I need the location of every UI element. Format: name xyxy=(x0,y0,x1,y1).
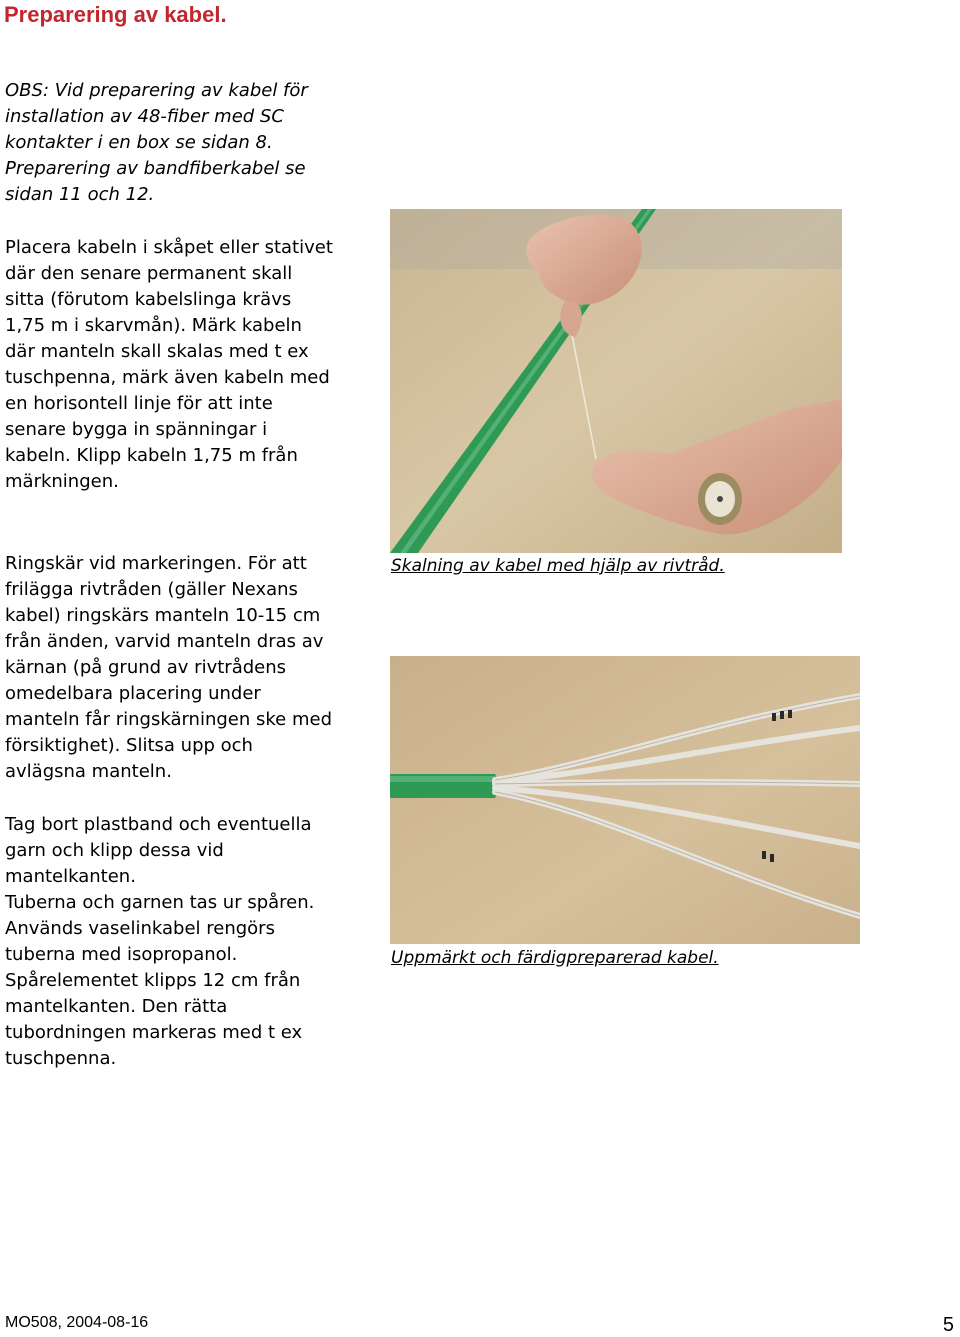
note-paragraph: OBS: Vid preparering av kabel för installation av 48-fiber med SC kontakter i en box se sidan 8. Preparering av bandfiberkabel se sidan 11 och 12. xyxy=(5,80,308,205)
cable-stripping-photo xyxy=(390,209,842,553)
figure-caption-1: Skalning av kabel med hjälp av rivtråd. xyxy=(391,556,725,576)
page-number: 5 xyxy=(942,1314,954,1336)
instruction-paragraph-2: Ringskär vid markeringen. För att frilägga rivtråden (gäller Nexans kabel) ringskärs manteln 10-15 cm från änden, varvid manteln dras av kärnan (på grund av rivtrådens omedelbara placering under manteln får ringskärningen ske med försiktighet). Slitsa upp och avlägsna manteln. xyxy=(5,553,332,782)
figure-caption-2: Uppmärkt och färdigpreparerad kabel. xyxy=(391,948,719,968)
document-id-date: MO508, 2004-08-16 xyxy=(5,1314,149,1331)
prepared-cable-photo xyxy=(390,656,860,944)
page-title: Preparering av kabel. xyxy=(4,2,227,27)
instruction-paragraph-1: Placera kabeln i skåpet eller stativet där den senare permanent skall sitta (förutom kabelslinga krävs 1,75 m i skarvmån). Märk kabeln där manteln skall skalas med t ex tuschpenna, märk även kabeln med en horisontell linje för att inte senare bygga in spänningar i kabeln. Klipp kabeln 1,75 m från märkningen. xyxy=(5,237,333,492)
instruction-paragraph-3: Tag bort plastband och eventuella garn och klipp dessa vid mantelkanten. xyxy=(5,814,312,887)
instruction-paragraph-4: Tuberna och garnen tas ur spåren. Används vaselinkabel rengörs tuberna med isopropanol. Spårelementet klipps 12 cm från mantelkanten. Den rätta tubordningen markeras med t ex tuschpenna. xyxy=(5,892,315,1069)
